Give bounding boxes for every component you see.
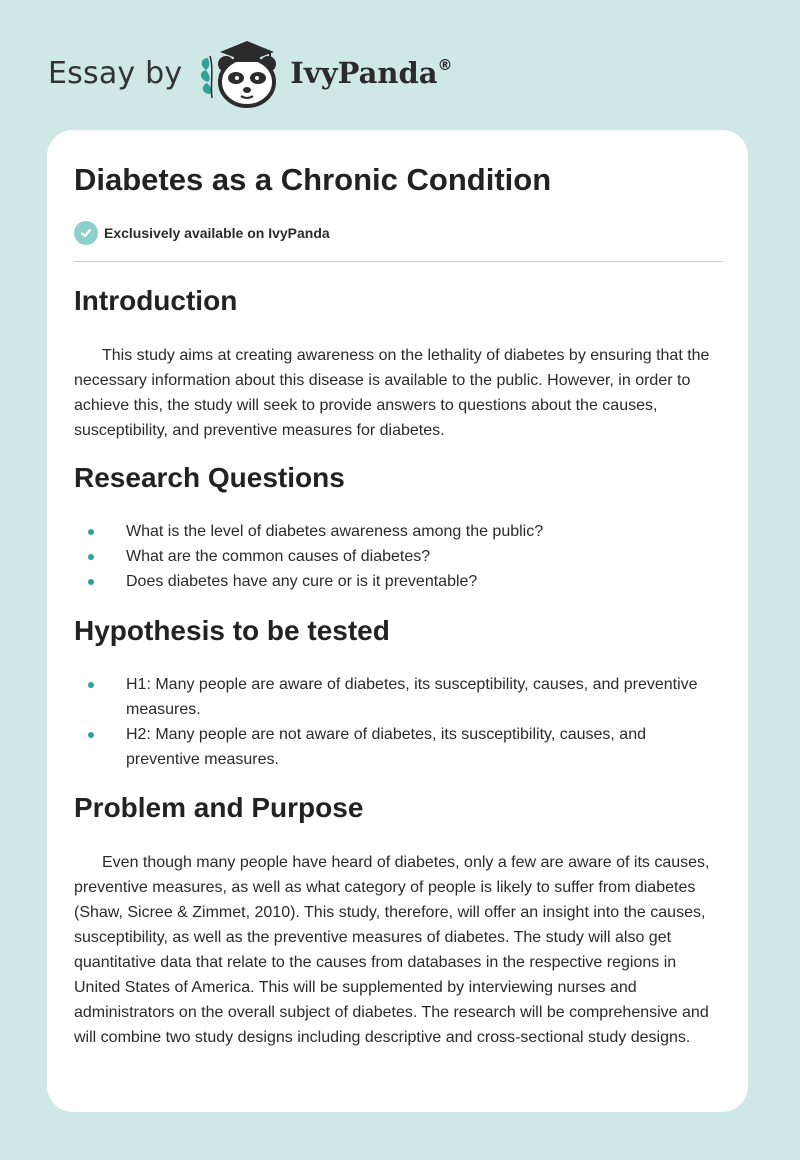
list-item: H2: Many people are not aware of diabetes, its susceptibility, causes, and preventive measures.: [74, 722, 723, 772]
badge-text: Exclusively available on IvyPanda: [104, 225, 330, 241]
list-item: What are the common causes of diabetes?: [74, 544, 723, 569]
check-icon: [74, 221, 98, 245]
site-header: [48, 36, 453, 110]
essay-card: [47, 130, 748, 1112]
page-title: Diabetes as a Chronic Condition: [74, 162, 552, 197]
registered-mark: ®: [437, 56, 453, 74]
brand-name[interactable]: IvyPanda®: [290, 56, 453, 90]
heading-problem-purpose: Problem and Purpose: [74, 792, 364, 823]
problem-purpose-paragraph: Even though many people have heard of diabetes, only a few are aware of its causes, preventive measures, as well as what category of people is likely to suffer from diabetes (Shaw, Sicree & Zimmet, 2010). This study, therefore, will offer an insight into the causes, susceptibility, as well as the preventive measures of diabetes. The study will also get quantitative data that relate to the causes from databases in the respective regions in United States of America. This will be supplemented by interviewing nurses and administrators on the overall subject of diabetes. The research will be comprehensive and will combine two study designs including descriptive and cross-sectional study designs.: [74, 854, 710, 1046]
panda-logo-icon[interactable]: [196, 36, 296, 110]
heading-hypothesis: Hypothesis to be tested: [74, 615, 390, 646]
introduction-paragraph: This study aims at creating awareness on the lethality of diabetes by ensuring that the necessary information about this disease is available to the public. However, in order to achieve this, the study will seek to provide answers to questions about the causes, susceptibility, and preventive measures for diabetes.: [74, 347, 710, 439]
list-item: What is the level of diabetes awareness among the public?: [74, 519, 723, 544]
list-item: H1: Many people are aware of diabetes, its susceptibility, causes, and preventive measures.: [74, 672, 723, 722]
research-questions-list: [74, 519, 723, 594]
divider: [74, 261, 723, 262]
heading-introduction: Introduction: [74, 285, 238, 316]
exclusive-badge: [74, 221, 330, 245]
heading-research-questions: Research Questions: [74, 462, 345, 493]
brand-prefix: Essay by: [48, 55, 183, 91]
list-item: Does diabetes have any cure or is it preventable?: [74, 569, 723, 594]
hypothesis-list: [74, 672, 723, 772]
